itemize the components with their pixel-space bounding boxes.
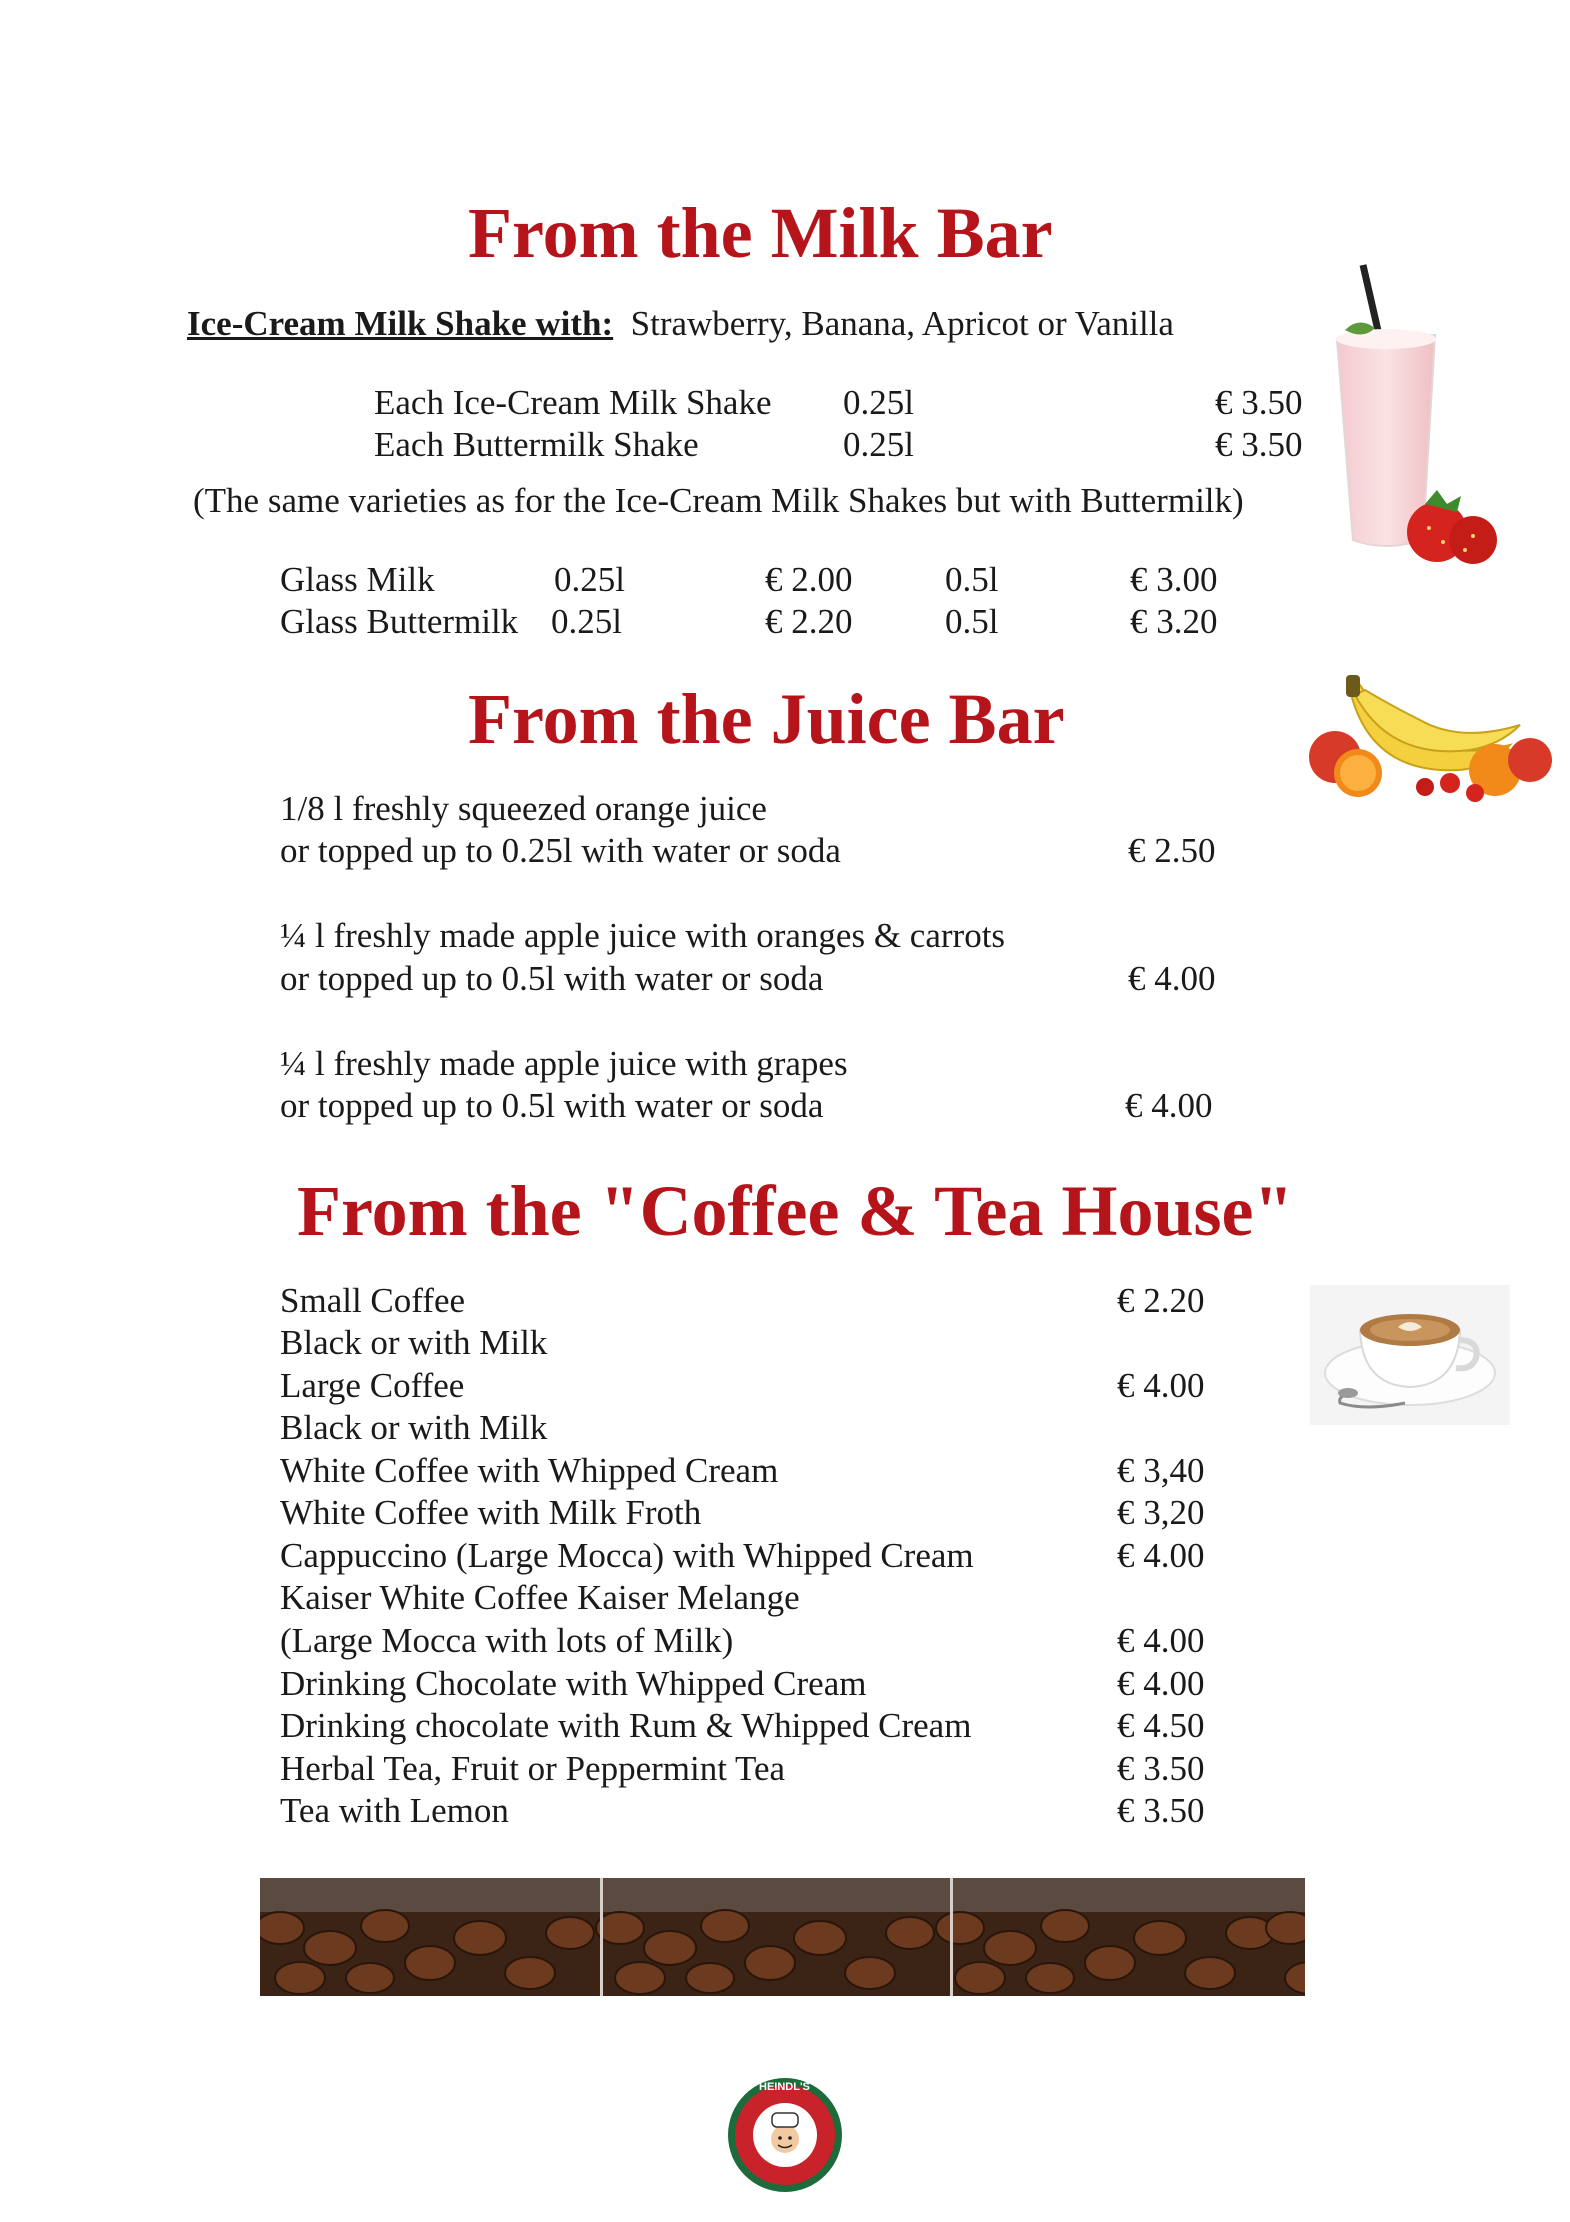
coffee-item-name: Tea with Lemon <box>280 1791 509 1830</box>
coffee-item-name: Drinking Chocolate with Whipped Cream <box>280 1664 867 1703</box>
coffee-item-price: € 3,20 <box>1117 1493 1205 1532</box>
milk-bar-title: From the Milk Bar <box>468 193 1053 273</box>
cappuccino-image <box>1310 1285 1510 1425</box>
shake-name: Each Buttermilk Shake <box>374 425 699 464</box>
coffee-item-name: Black or with Milk <box>280 1408 548 1447</box>
coffee-beans-banner <box>260 1878 1305 1996</box>
shake-intro-label: Ice-Cream Milk Shake with: <box>187 304 614 343</box>
milk-size-large: 0.5l <box>945 602 999 641</box>
shake-note: (The same varieties as for the Ice-Cream Milk Shakes but with Buttermilk) <box>193 481 1244 520</box>
milk-size-small: 0.25l <box>554 560 625 599</box>
milk-name: Glass Milk <box>280 560 435 599</box>
coffee-item-name: Small Coffee <box>280 1281 466 1320</box>
milk-name: Glass Buttermilk <box>280 602 519 641</box>
shake-name: Each Ice-Cream Milk Shake <box>374 383 772 422</box>
coffee-item-name: Large Coffee <box>280 1366 465 1405</box>
shake-flavours: Strawberry, Banana, Apricot or Vanilla <box>630 304 1174 343</box>
juice-price: € 4.00 <box>1125 1086 1213 1125</box>
juice-line2: or topped up to 0.5l with water or soda <box>280 959 824 998</box>
coffee-item-name: Black or with Milk <box>280 1323 548 1362</box>
juice-price: € 4.00 <box>1128 959 1216 998</box>
milk-size-small: 0.25l <box>551 602 622 641</box>
coffee-item-name: White Coffee with Whipped Cream <box>280 1451 779 1490</box>
juice-price: € 2.50 <box>1128 831 1216 870</box>
coffee-item-price: € 3,40 <box>1117 1451 1205 1490</box>
juice-line1: ¼ l freshly made apple juice with oranges & carrots <box>280 916 1006 955</box>
coffee-house-title: From the "Coffee & Tea House" <box>297 1171 1294 1251</box>
juice-line1: ¼ l freshly made apple juice with grapes <box>280 1044 848 1083</box>
milk-size-large: 0.5l <box>945 560 999 599</box>
juice-line1: 1/8 l freshly squeezed orange juice <box>280 789 767 828</box>
juice-bar-title: From the Juice Bar <box>468 679 1065 759</box>
shake-size: 0.25l <box>843 425 914 464</box>
coffee-item-name: Kaiser White Coffee Kaiser Melange <box>280 1578 800 1617</box>
coffee-item-price: € 4.50 <box>1117 1706 1205 1745</box>
coffee-item-price: € 4.00 <box>1117 1621 1205 1660</box>
shake-intro <box>187 303 1174 345</box>
coffee-item-price: € 4.00 <box>1117 1366 1205 1405</box>
restaurant-logo <box>725 2075 845 2195</box>
fruit-image <box>1300 665 1560 815</box>
milk-price-large: € 3.00 <box>1130 560 1218 599</box>
milk-price-small: € 2.00 <box>765 560 853 599</box>
coffee-item-price: € 3.50 <box>1117 1749 1205 1788</box>
milk-price-small: € 2.20 <box>765 602 853 641</box>
shake-size: 0.25l <box>843 383 914 422</box>
coffee-item-name: Herbal Tea, Fruit or Peppermint Tea <box>280 1749 786 1788</box>
logo-text-top: HEINDL'S <box>759 2081 810 2093</box>
shake-price: € 3.50 <box>1215 425 1303 464</box>
coffee-item-price: € 3.50 <box>1117 1791 1205 1830</box>
juice-line2: or topped up to 0.5l with water or soda <box>280 1086 824 1125</box>
milk-price-large: € 3.20 <box>1130 602 1218 641</box>
milkshake-image <box>1325 260 1510 590</box>
coffee-item-name: Cappuccino (Large Mocca) with Whipped Cream <box>280 1536 974 1575</box>
juice-line2: or topped up to 0.25l with water or soda <box>280 831 841 870</box>
coffee-item-name: White Coffee with Milk Froth <box>280 1493 702 1532</box>
coffee-item-name: (Large Mocca with lots of Milk) <box>280 1621 734 1660</box>
shake-price: € 3.50 <box>1215 383 1303 422</box>
coffee-item-price: € 4.00 <box>1117 1536 1205 1575</box>
coffee-item-price: € 2.20 <box>1117 1281 1205 1320</box>
coffee-item-name: Drinking chocolate with Rum & Whipped Cream <box>280 1706 972 1745</box>
coffee-item-price: € 4.00 <box>1117 1664 1205 1703</box>
